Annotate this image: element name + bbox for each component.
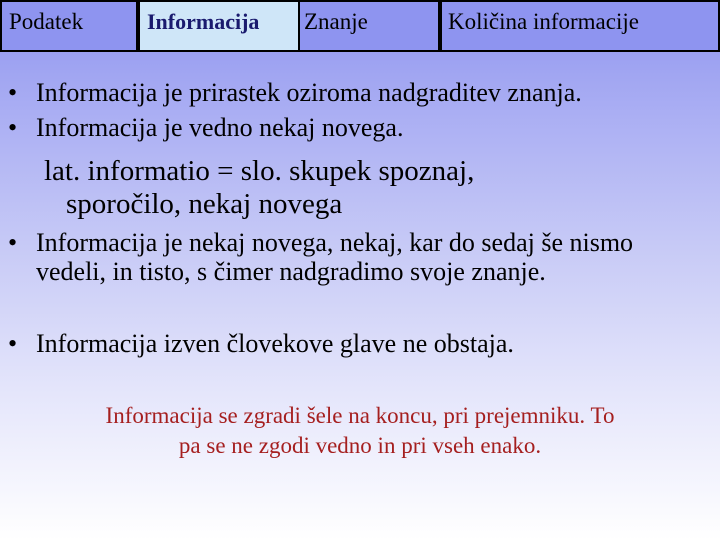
highlight-note (20, 401, 700, 461)
bullet-text: Informacija je prirastek oziroma nadgraditev znanja. (36, 78, 582, 107)
etymology-line-2: sporočilo, nekaj novega (66, 188, 343, 220)
bullet-symbol: • (8, 228, 18, 257)
etymology-line-1: lat. informatio = slo. skupek spoznaj, (44, 155, 475, 187)
bullet-symbol: • (8, 113, 18, 142)
etymology-block (44, 155, 684, 221)
bullet-item (8, 329, 708, 358)
tab-podatek[interactable]: Podatek (0, 0, 138, 52)
note-line-2: pa se ne zgodi vedno in pri vseh enako. (178, 433, 542, 458)
tab-informacija[interactable]: Informacija (138, 0, 300, 52)
bullet-text: Informacija je vedno nekaj novega. (36, 113, 404, 142)
bullet-item (8, 113, 708, 142)
bullet-item (8, 78, 708, 107)
tab-kolicina-informacije[interactable]: Količina informacije (440, 0, 720, 52)
bullet-symbol: • (8, 329, 18, 358)
note-line-1: Informacija se zgradi šele na koncu, pri prejemniku. To (105, 403, 615, 428)
bullet-symbol: • (8, 78, 18, 107)
tab-znanje[interactable]: Znanje (300, 0, 440, 52)
bullet-text: Informacija je nekaj novega, nekaj, kar do sedaj še nismo vedeli, in tisto, s čimer nadgradimo svoje znanje. (36, 228, 634, 286)
bullet-text: Informacija izven človekove glave ne obstaja. (36, 329, 514, 358)
bullet-item (8, 228, 708, 286)
